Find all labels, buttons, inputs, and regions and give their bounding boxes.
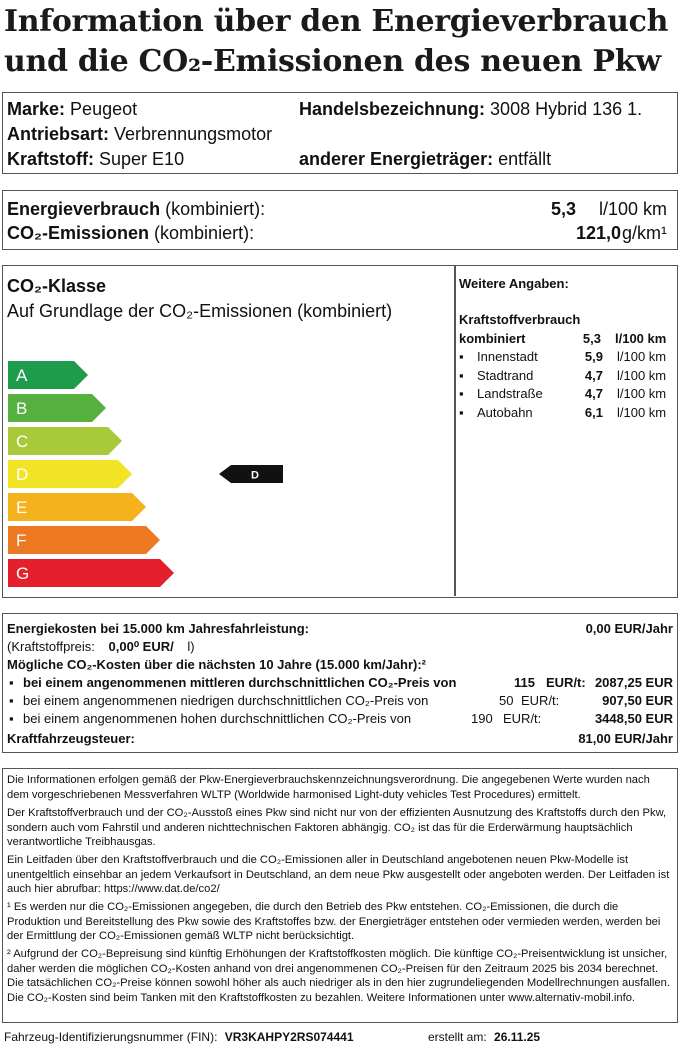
title-line-1: Information über den Energieverbrauch <box>4 4 669 39</box>
co2-kosten-niedrig-row <box>23 692 428 709</box>
co2-class-bar-letter-f: F <box>16 531 27 550</box>
co2-class-pointer-letter: D <box>251 469 259 482</box>
co2-class-bar-shape-f <box>8 526 160 554</box>
handelsbezeichnung-value: 3008 Hybrid 136 1. <box>490 99 643 119</box>
co2-class-subheading: Auf Grundlage der CO₂-Emissionen (kombiniert) <box>7 301 393 321</box>
notes-paragraph-2: Der Kraftstoffverbrauch und der CO₂-Ausstoß eines Pkw sind nicht nur von der effizienten Ausnutzung des Kraftstoffs durch den Pkw, sondern auch vom Fahrstil und anderen nichttechnischen Faktoren abhängig. CO₂ ist das für die Erderwärmung hauptsächlich verantwortliche Treibhausgas. <box>7 807 667 849</box>
co2-class-bar-letter-d: D <box>16 465 29 484</box>
weitere-row-unit: l/100 km <box>617 404 667 420</box>
co2-class-heading: CO₂-Klasse <box>7 276 107 296</box>
co2-emissionen-label: CO₂-Emissionen <box>7 223 150 243</box>
kraftstoff-label: Kraftstoff: <box>7 149 94 169</box>
kombiniert-label: kombiniert <box>459 331 526 346</box>
notes-paragraph-3: Ein Leitfaden über den Kraftstoffverbrauch und die CO₂-Emissionen aller in Deutschland angebotenen neuen Pkw-Modelle ist unentgeltlich einsehbar an jedem Verkaufsort in Deutschland, an dem neue Pkw ausgestellt oder angeboten werden. Der Leitfaden ist auch hier abrufbar: https://www.dat.de/co2/ <box>7 854 670 896</box>
kraftstoffpreis-value: 0,00⁰ EUR/ <box>108 639 174 654</box>
handelsbezeichnung-row <box>299 98 642 120</box>
kraftstoffpreis-row <box>7 638 195 655</box>
co2-class-bar-letter-e: E <box>16 498 28 517</box>
fin-value: VR3KAHPY2RS074441 <box>224 1030 354 1044</box>
co2-class-divider <box>454 266 456 596</box>
weitere-row-value: 4,7 <box>584 367 603 383</box>
kombiniert-unit: l/100 km <box>615 331 667 346</box>
antriebsart-label: Antriebsart: <box>7 124 110 144</box>
marke-label: Marke: <box>7 99 66 119</box>
co2-emissionen-suffix: (kombiniert): <box>154 223 255 243</box>
energieverbrauch-value: 5,3 <box>551 199 577 219</box>
kraftfahrzeugsteuer-value: 81,00 EUR/Jahr <box>578 731 673 746</box>
co2-kosten-mittel-value: 2087,25 EUR <box>594 675 673 690</box>
co2-class-bar-b <box>8 394 116 422</box>
co2-emissionen-row <box>7 222 254 244</box>
co2-kosten-label: Mögliche CO₂-Kosten über die nächsten 10 Jahre (15.000 km/Jahr):² <box>7 657 427 672</box>
energiekosten-label: Energiekosten bei 15.000 km Jahresfahrleistung: <box>7 621 310 636</box>
consumption-box <box>2 190 678 250</box>
co2-kosten-mittel-row <box>23 674 456 691</box>
co2-kosten-hoch-price: 190 <box>471 711 493 726</box>
notes-footnote-2: ² Aufgrund der CO₂-Bepreisung sind künftig Erhöhungen der Kraftstoffkosten möglich. Die künftige CO₂-Preisentwicklung ist unsicher, daher werden die möglichen CO₂-Kosten anhand von drei angenommenen CO₂-Preisen für den Zeitraum 2025 bis 2034 berechnet. Die tatsächlichen CO₂-Preise können sowohl höher als auch niedriger als in den hier zugrundeliegenden Modellrechnungen ausfallen. Die CO₂-Kosten sind beim Tanken mit den Kraftstoffkosten zu bezahlen. Weitere Informationen unter www.alternativ-mobil.info. <box>7 948 670 1004</box>
vehicle-info-box <box>2 92 678 174</box>
co2-class-bar-e <box>8 493 156 521</box>
weitere-row-value: 6,1 <box>584 404 603 420</box>
weitere-row-bullet: ▪ <box>459 349 464 364</box>
co2-kosten-hoch-row <box>23 710 411 727</box>
kombiniert-value: 5,3 <box>582 331 601 346</box>
weitere-row-bullet: ▪ <box>459 404 464 420</box>
weitere-row-bullet: ▪ <box>459 367 464 383</box>
notes-box <box>2 768 678 1023</box>
kraftstoffpreis-unit: l) <box>187 639 195 654</box>
co2-class-pointer <box>219 465 283 483</box>
weitere-angaben-heading: Weitere Angaben: <box>459 276 569 291</box>
antriebsart-row <box>7 123 272 145</box>
anderer-energietraeger-value: entfällt <box>498 149 552 169</box>
weitere-row-label: Stadtrand <box>477 367 534 383</box>
weitere-row-value: 4,7 <box>584 386 603 401</box>
kraftstoffverbrauch-heading: Kraftstoffverbrauch <box>459 312 581 327</box>
co2-kosten-niedrig-value: 907,50 EUR <box>602 693 673 708</box>
weitere-row-label: Autobahn <box>477 404 533 420</box>
kraftstoff-row <box>7 148 184 170</box>
kraftstoffpreis-label: (Kraftstoffpreis: <box>7 639 95 654</box>
weitere-row-unit: l/100 km <box>617 367 667 383</box>
co2-class-bar-letter-b: B <box>16 399 28 418</box>
fin-label: Fahrzeug-Identifizierungsnummer (FIN): <box>4 1030 218 1044</box>
co2-class-bar-shape-e <box>8 493 146 521</box>
title-line-2: und die CO₂-Emissionen des neuen Pkw <box>4 44 661 79</box>
weitere-row-unit: l/100 km <box>617 386 667 401</box>
antriebsart-value: Verbrennungsmotor <box>114 124 273 144</box>
co2-kosten-hoch-value: 3448,50 EUR <box>594 711 673 726</box>
energieverbrauch-label: Energieverbrauch <box>7 199 161 219</box>
co2-kosten-mittel-text: ▪ bei einem angenommenen mittleren durchschnittlichen CO₂-Preis von <box>23 675 456 690</box>
co2-kosten-hoch-text: ▪ bei einem angenommenen hohen durchschnittlichen CO₂-Preis von <box>23 711 411 726</box>
co2-class-bar-a <box>8 361 98 389</box>
marke-row <box>7 98 137 120</box>
energieverbrauch-row <box>7 198 265 220</box>
co2-class-bar-c <box>8 427 132 455</box>
page-title <box>4 2 676 82</box>
co2-class-bar-shape-g <box>8 559 174 587</box>
weitere-row-label: Landstraße <box>477 386 543 401</box>
fin-row <box>4 1030 354 1045</box>
erstellt-row <box>428 1030 540 1045</box>
co2-class-bar-letter-g: G <box>16 564 30 583</box>
co2-emissionen-value: 121,0 <box>575 223 621 243</box>
kraftfahrzeugsteuer-label: Kraftfahrzeugsteuer: <box>7 731 135 746</box>
co2-kosten-niedrig-unit: EUR/t: <box>521 693 560 708</box>
co2-class-bar-letter-c: C <box>16 432 29 451</box>
co2-kosten-mittel-price: 115 <box>514 675 535 690</box>
weitere-row-label: Innenstadt <box>477 349 538 364</box>
co2-class-box <box>2 265 678 598</box>
co2-class-bar-f <box>8 526 170 554</box>
co2-class-bar-d <box>8 460 142 488</box>
erstellt-label: erstellt am: <box>428 1030 487 1044</box>
co2-class-bar-g <box>8 559 184 587</box>
notes-footnote-1: ¹ Es werden nur die CO₂-Emissionen angegeben, die durch den Betrieb des Pkw entstehen. CO₂-Emissionen, die durch die Produktion und Bereitstellung des Pkw sowie des Kraftstoffes bzw. der Energieträger entstehen oder vermieden werden, werden bei der Ermittlung der CO₂-Emissionen gemäß WLTP nicht berücksichtigt. <box>7 901 661 943</box>
anderer-energietraeger-label: anderer Energieträger: <box>299 149 494 169</box>
notes-paragraph-1: Die Informationen erfolgen gemäß der Pkw-Energieverbrauchskennzeichnungsverordnung. Die angegebenen Werte wurden nach dem vorgeschriebenen Messverfahren WLTP (Worldwide harmonised Light-duty vehicles Test Procedures) ermittelt. <box>7 774 650 801</box>
weitere-row-unit: l/100 km <box>617 349 667 364</box>
co2-emissionen-unit: g/km¹ <box>622 223 667 243</box>
costs-box <box>2 613 678 753</box>
co2-kosten-mittel-unit: EUR/t: <box>546 675 586 690</box>
co2-class-bar-letter-a: A <box>16 366 28 385</box>
co2-kosten-niedrig-text: ▪ bei einem angenommenen niedrigen durchschnittlichen CO₂-Preis von <box>23 693 428 708</box>
anderer-energietraeger-row <box>299 148 551 170</box>
weitere-row-bullet: ▪ <box>459 386 464 401</box>
erstellt-value: 26.11.25 <box>494 1030 541 1044</box>
energieverbrauch-unit: l/100 km <box>599 199 668 219</box>
energieverbrauch-suffix: (kombiniert): <box>165 199 266 219</box>
energiekosten-value: 0,00 EUR/Jahr <box>585 621 673 636</box>
marke-value: Peugeot <box>70 99 138 119</box>
handelsbezeichnung-label: Handelsbezeichnung: <box>299 99 486 119</box>
co2-kosten-niedrig-price: 50 <box>499 693 514 708</box>
kraftstoff-value: Super E10 <box>99 149 185 169</box>
weitere-row-value: 5,9 <box>584 349 603 364</box>
co2-kosten-hoch-unit: EUR/t: <box>503 711 542 726</box>
